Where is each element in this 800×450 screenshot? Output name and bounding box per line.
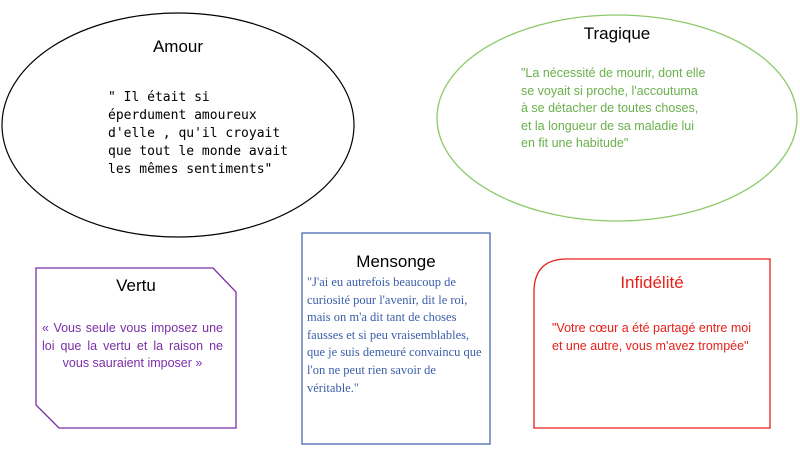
tragique-quote: "La nécessité de mourir, dont elle se voyait si proche, l'accoutuma à se détacher de toutes choses, et la longueur de sa maladie lui en fit une habitude" <box>521 66 706 150</box>
infidelite-title: Infidélité <box>620 273 684 292</box>
mensonge-quote: "J'ai eu autrefois beaucoup de curiosité pour l'avenir, dit le roi, mais on m'a dit tant de choses fausses et si peu vraisemblables, que je suis demeuré convaincu que l'on ne peut rien savoir de véritable." <box>307 275 482 395</box>
infidelite-quote: "Votre cœur a été partagé entre moi et une autre, vous m'avez trompée" <box>552 321 751 353</box>
vertu-quote: « Vous seule vous imposez une loi que la vertu et la raison ne vous sauraient imposer » <box>42 321 223 370</box>
vertu-title: Vertu <box>116 276 156 295</box>
tragique-title: Tragique <box>583 24 651 43</box>
mensonge-title: Mensonge <box>356 252 436 271</box>
amour-title: Amour <box>152 37 204 56</box>
amour-quote: " Il était si éperdument amoureux d'elle , qu'il croyait que tout le monde avait les mêmes sentiments" <box>108 90 289 177</box>
